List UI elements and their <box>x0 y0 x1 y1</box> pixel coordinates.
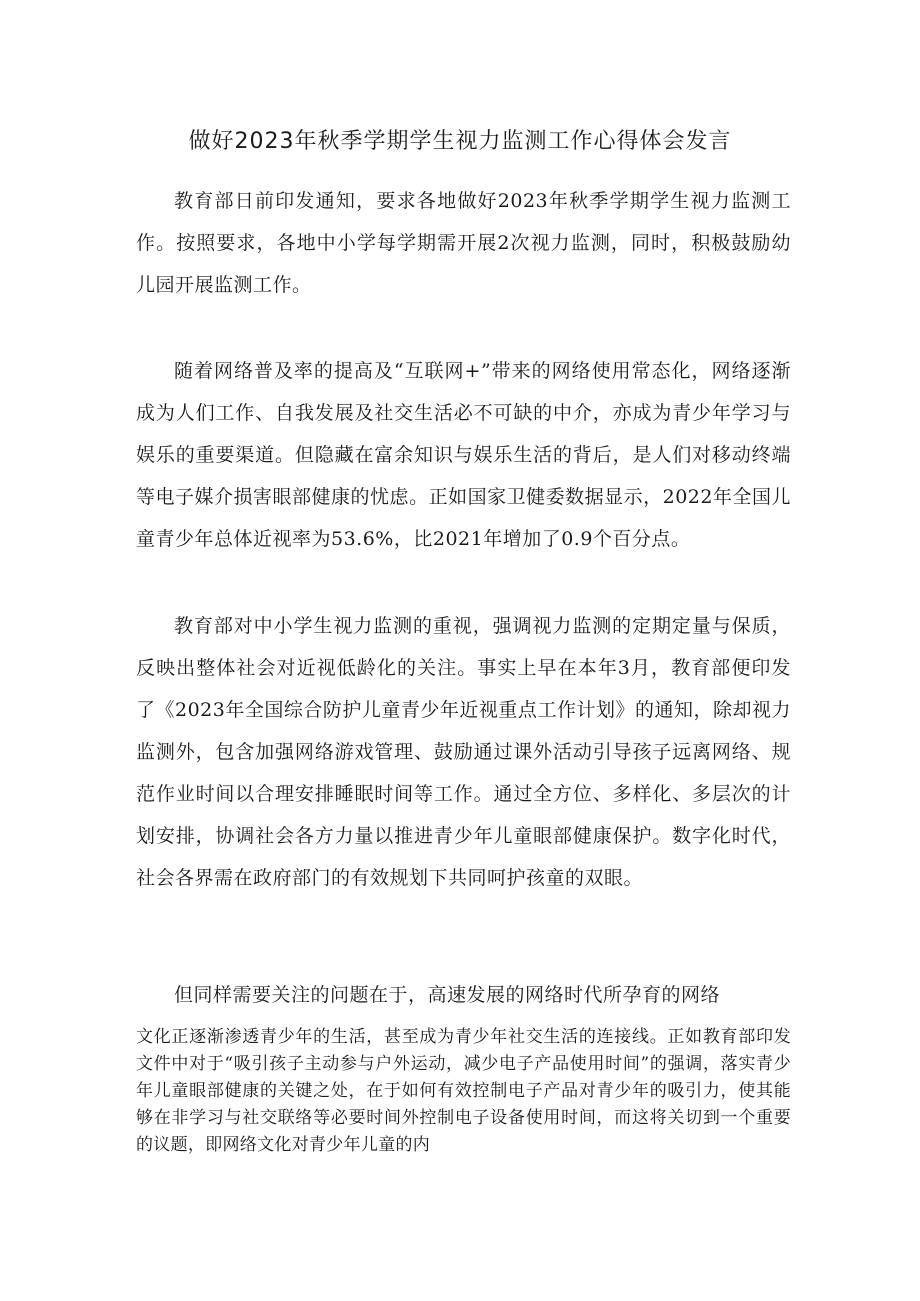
paragraph-ministry: 教育部对中小学生视力监测的重视，强调视力监测的定期定量与保质，反映出整体社会对近视低龄化的关注。事实上早在本年3月，教育部便印发了《2023年全国综合防护儿童青少年近视重点工作计划》的通知，除却视力监测外，包含加强网络游戏管理、鼓励通过课外活动引导孩子远离网络、规范作业时间以合理安排睡眠时间等工作。通过全方位、多样化、多层次的计划安排，协调社会各方力量以推进青少年儿童眼部健康保护。数字化时代，社会各界需在政府部门的有效规划下共同呵护孩童的双眼。 <box>136 615 791 889</box>
paragraph-notice: 教育部日前印发通知，要求各地做好2023年秋季学期学生视力监测工作。按照要求，各地中小学每学期需开展2次视力监测，同时，积极鼓励幼儿园开展监测工作。 <box>136 190 791 296</box>
page-title: 做好2023年秋季学期学生视力监测工作心得体会发言 <box>188 129 732 154</box>
paragraph-internet: 随着网络普及率的提高及“互联网+”带来的网络使用常态化，网络逐渐成为人们工作、自我发展及社交生活必不可缺的中介，亦成为青少年学习与娱乐的重要渠道。但隐藏在富余知识与娱乐生活的背后，是人们对移动终端等电子媒介损害眼部健康的忧虑。正如国家卫健委数据显示，2022年全国儿童青少年总体近视率为53.6%，比2021年增加了0.9个百分点。 <box>136 360 791 550</box>
paragraph-concern: 但同样需要关注的问题在于，高速发展的网络时代所孕育的网络 <box>174 984 721 1006</box>
paragraph-continuation: 文化正逐渐渗透青少年的生活，甚至成为青少年社交生活的连接线。正如教育部印发文件中对于“吸引孩子主动参与户外运动，减少电子产品使用时间”的强调，落实青少年儿童眼部健康的关键之处，在于如何有效控制电子产品对青少年的吸引力，使其能够在非学习与社交联络等必要时间外控制电子设备使用时间，而这将关切到一个重要的议题，即网络文化对青少年儿童的内 <box>136 1027 791 1155</box>
